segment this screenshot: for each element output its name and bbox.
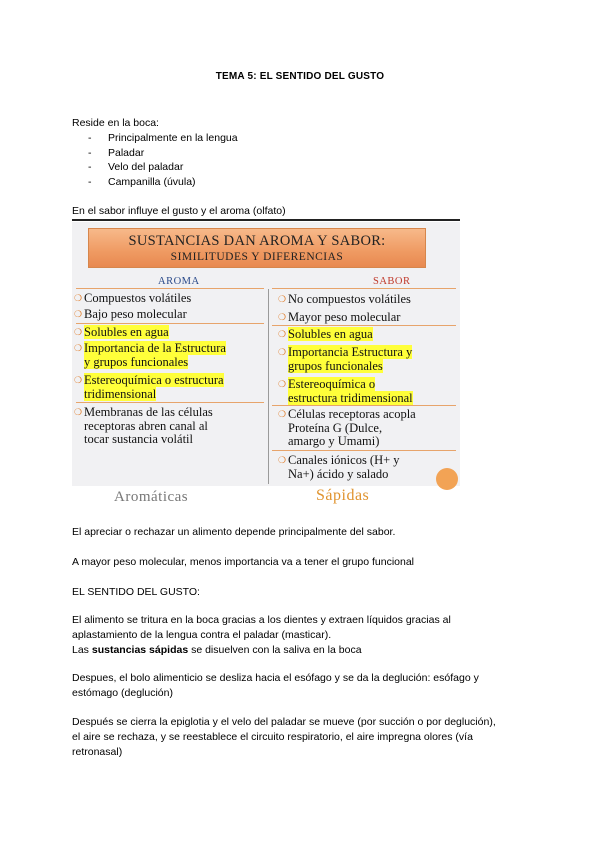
column-divider	[268, 289, 269, 484]
paragraph-preference: El apreciar o rechazar un alimento depende principalmente del sabor.	[72, 526, 396, 538]
paragraph-sapid: Las sustancias sápidas se disuelven con la saliva en la boca	[72, 644, 362, 656]
aroma-header: AROMA	[158, 276, 200, 287]
aroma-item: ❍ Estereoquímica o estructura tridimensional	[74, 373, 224, 401]
paragraph-swallowing: Despues, el bolo alimenticio se desliza hacia el esófago y se da la deglución: esófago y estómago (deglución)	[72, 672, 479, 699]
list-item: - Principalmente en la lengua	[88, 132, 238, 144]
row-separator	[272, 450, 456, 451]
caption-aromaticas: Aromáticas	[114, 489, 189, 505]
banner-title: SUSTANCIAS DAN AROMA Y SABOR:	[128, 233, 386, 249]
paragraph-chewing: El alimento se tritura en la boca gracias a los dientes y extraen líquidos gracias al aplastamiento de la lengua contra el paladar (masticar).	[72, 614, 451, 641]
caption-sapidas: Sápidas	[316, 487, 370, 504]
list-item: - Campanilla (úvula)	[88, 175, 196, 188]
aroma-item: ❍ Bajo peso molecular	[74, 307, 187, 321]
list-item: - Velo del paladar	[88, 161, 184, 174]
aroma-sabor-figure	[72, 219, 460, 513]
intro-text: Reside en la boca:	[72, 117, 159, 129]
row-separator	[272, 405, 456, 406]
aroma-item: ❍ Solubles en agua	[74, 325, 169, 339]
row-separator	[76, 402, 264, 403]
paragraph-epiglottis: Después se cierra la epiglotia y el velo del paladar se mueve (por succión o por deglución), el aire se rechaza, y se reestablece el circuito respiratorio, el aire impregna olores (vía retronasal)	[72, 716, 496, 758]
bold-term: sustancias sápidas	[91, 644, 189, 656]
figure-top-rule	[72, 219, 460, 221]
decorative-circle	[436, 468, 458, 490]
sabor-item: ❍ Estereoquímica o estructura tridimensional	[278, 377, 413, 405]
figure-banner	[88, 228, 426, 268]
row-separator	[272, 325, 456, 326]
list-item: - Paladar	[88, 146, 145, 159]
page-title: TEMA 5: EL SENTIDO DEL GUSTO	[215, 71, 385, 82]
sabor-item: ❍ Solubles en agua	[278, 327, 373, 341]
aroma-item: ❍ Compuestos volátiles	[74, 291, 192, 305]
aroma-item: ❍ Membranas de las células receptoras abren canal al tocar sustancia volátil	[74, 405, 213, 446]
banner-subtitle: SIMILITUDES Y DIFERENCIAS	[170, 251, 344, 263]
sabor-item: ❍ No compuestos volátiles	[278, 292, 411, 306]
section-heading: EL SENTIDO DEL GUSTO:	[72, 586, 200, 598]
row-separator	[76, 323, 264, 324]
sabor-item: ❍ Células receptoras acopla Proteína G (Dulce, amargo y Umami)	[278, 407, 416, 448]
paragraph-molecular-weight: A mayor peso molecular, menos importancia va a tener el grupo funcional	[72, 556, 415, 568]
location-list	[88, 131, 238, 189]
sabor-header: SABOR	[373, 276, 411, 287]
header-rule-left	[76, 288, 264, 289]
sabor-item: ❍ Mayor peso molecular	[278, 310, 401, 324]
influence-text: En el sabor influye el gusto y el aroma (olfato)	[72, 205, 286, 217]
aroma-item: ❍ Importancia de la Estructura y grupos funcionales	[74, 341, 226, 369]
figure-slide	[72, 222, 460, 486]
sabor-item: ❍ Importancia Estructura y grupos funcionales	[278, 345, 413, 373]
sabor-item: ❍ Canales iónicos (H+ y Na+) ácido y salado	[278, 453, 400, 481]
header-rule-right	[272, 288, 456, 289]
